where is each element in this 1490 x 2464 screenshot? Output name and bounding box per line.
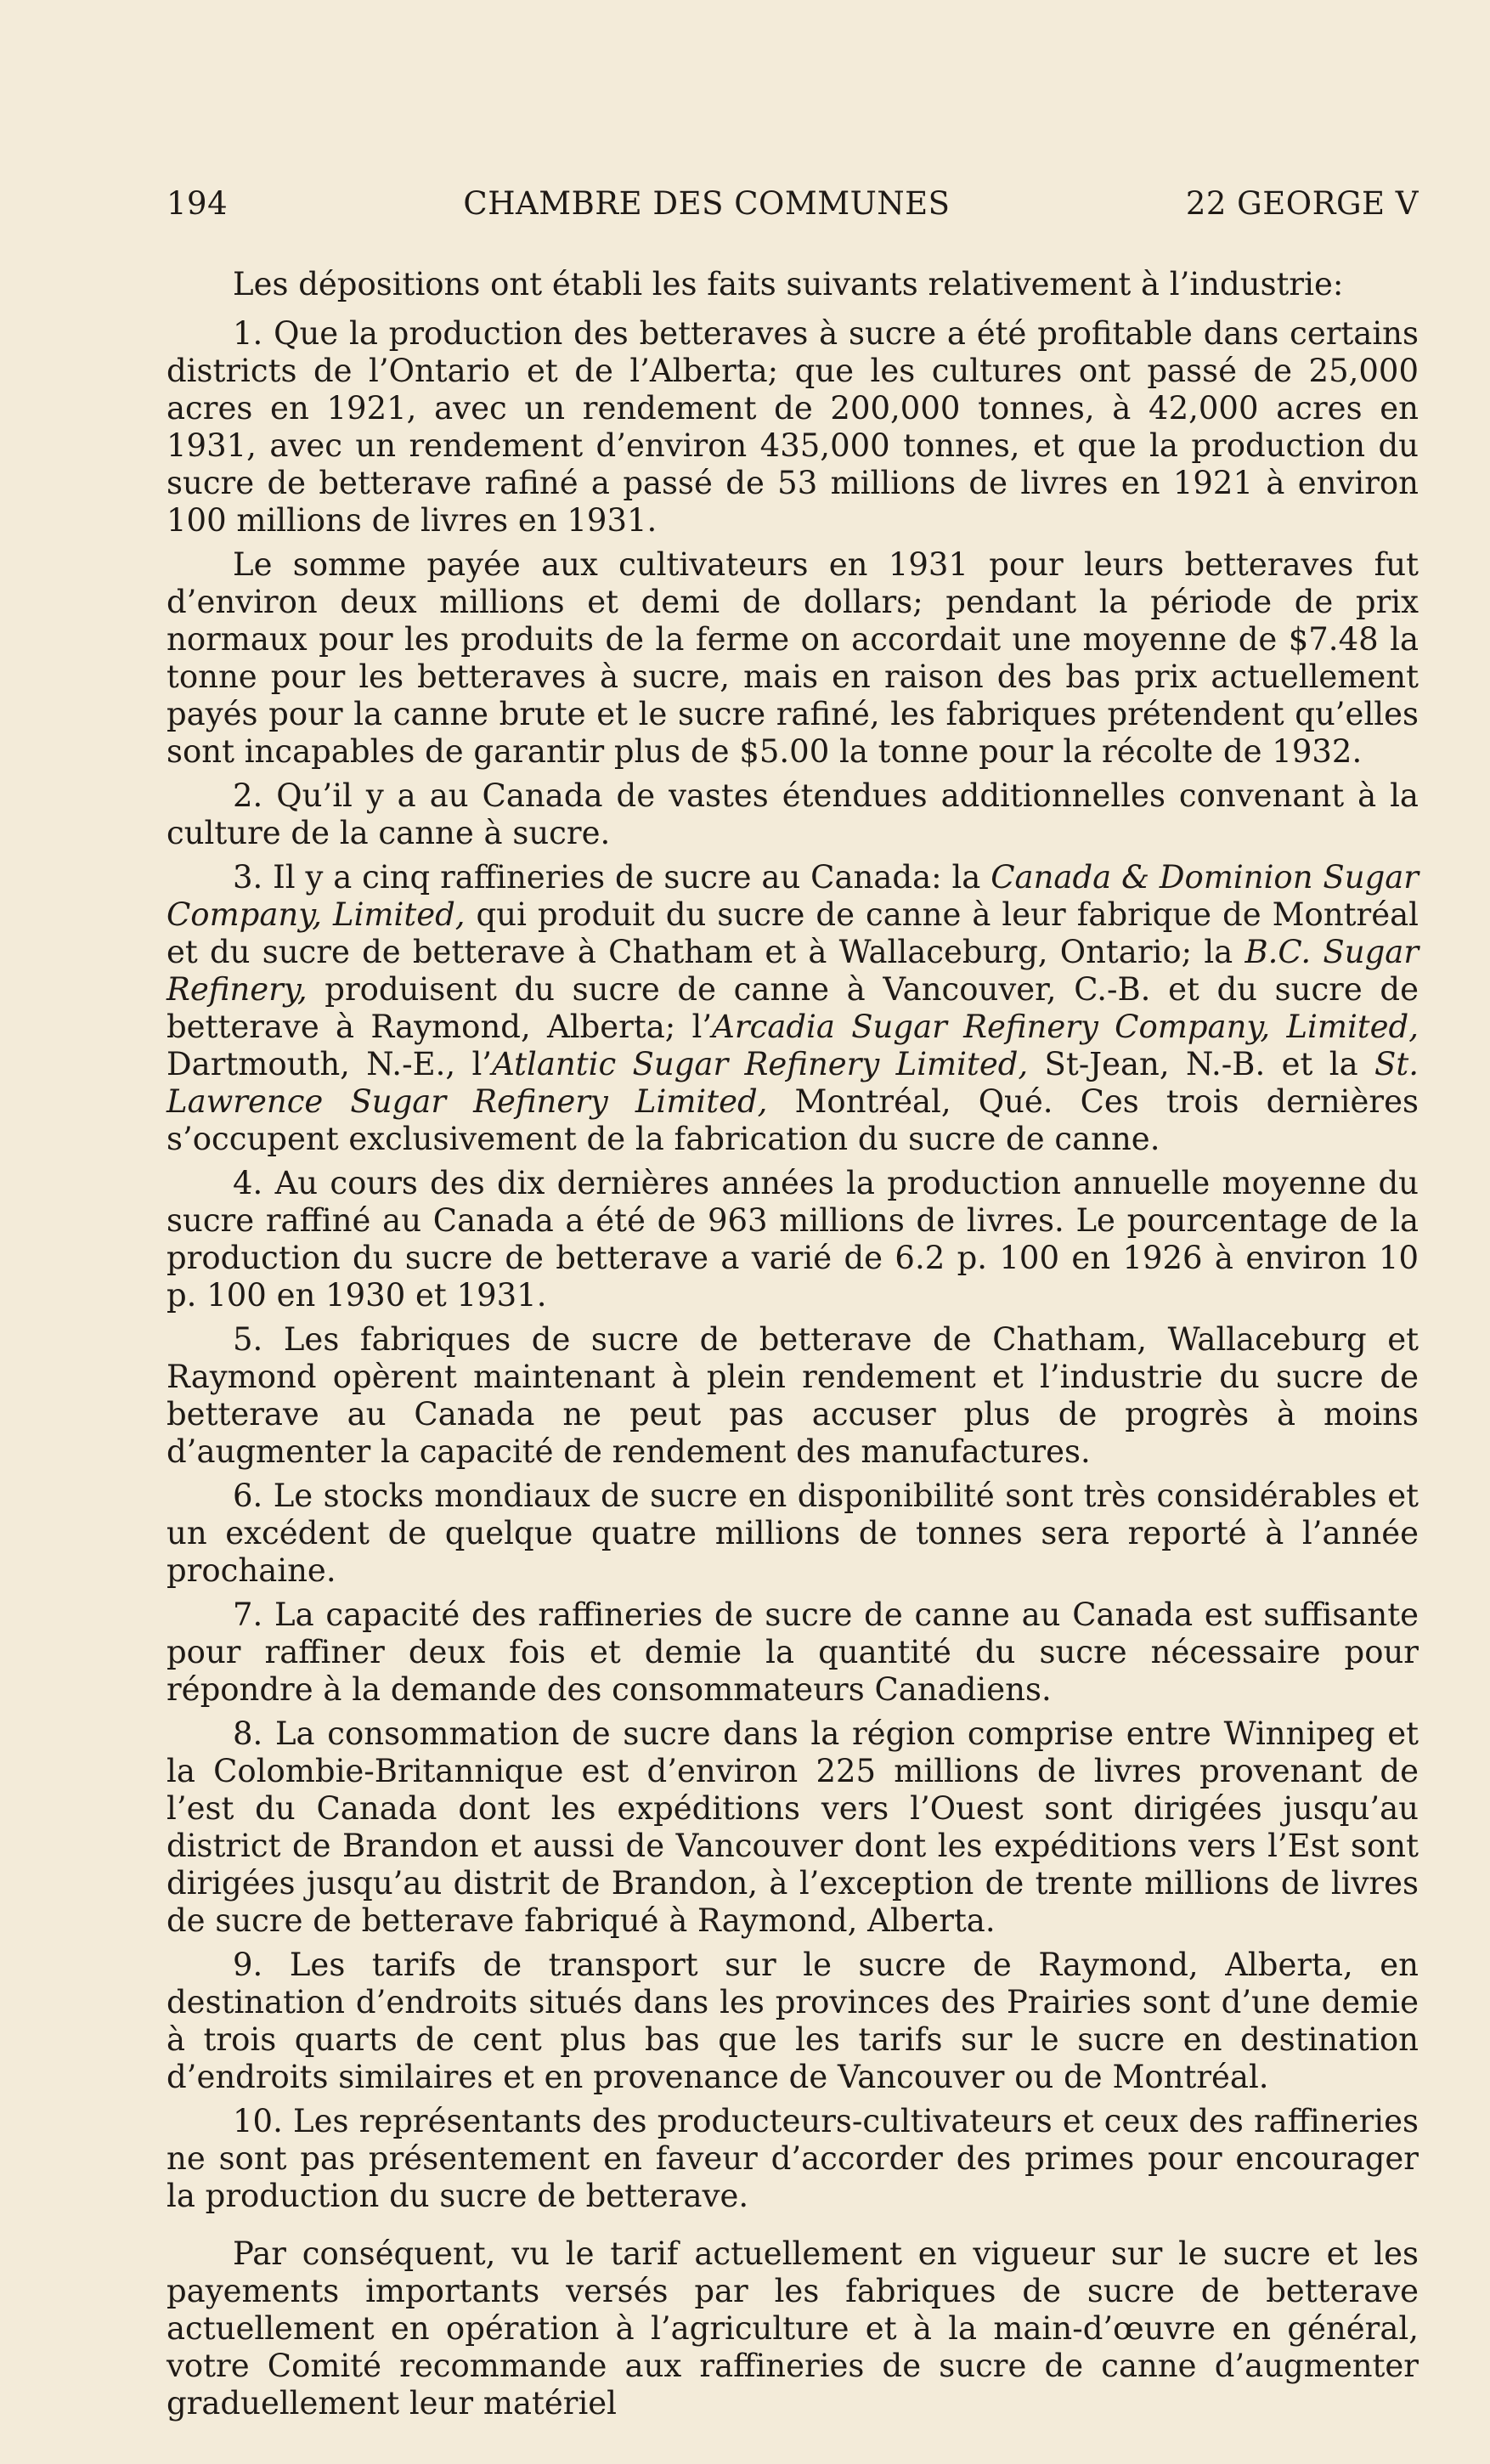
- p3-text-1: 3. Il y a cinq raffineries de sucre au Canada: la: [233, 859, 991, 896]
- intro-paragraph: Les dépositions ont établi les faits suivants relativement à l’industrie:: [233, 266, 1344, 302]
- conclusion-paragraph: Par conséquent, vu le tarif actuellement en vigueur sur le sucre et les payements importants versés par les fabriques de sucre de betterave actuellement en opération à l’agriculture et à la main-d’œuvre en général, votre Comité recommande aux raffineries de sucre de canne d’augmenter graduellement leur matériel: [166, 2235, 1419, 2422]
- p3-company-bc-sugar: B.C. Sugar Refinery,: [166, 934, 1419, 1008]
- p3-company-atlantic: Atlantic Sugar Refinery Limited,: [492, 1046, 1029, 1082]
- p3-text-5: St-Jean, N.-B. et la: [1028, 1046, 1375, 1082]
- paragraph-4: 4. Au cours des dix dernières années la production annuelle moyenne du sucre raffiné au Canada a été de 963 millions de livres. Le pourcentage de la production du sucre de betterave a varié de 6.2 p. 100 en 1926 à environ 10 p. 100 en 1930 et 1931.: [166, 1165, 1419, 1314]
- p3-company-st-lawrence: St. Lawrence Sugar Refinery Limited,: [166, 1046, 1419, 1120]
- paragraph-7: 7. La capacité des raffineries de sucre de canne au Canada est suffisante pour raffiner deux fois et demie la quantité du sucre nécessaire pour répondre à la demande des consommateurs Canadiens.: [166, 1597, 1419, 1708]
- paragraph-9: 9. Les tarifs de transport sur le sucre de Raymond, Alberta, en destination d’endroits situés dans les provinces des Prairies sont d’une demie à trois quarts de cent plus bas que les tarifs sur le sucre en destination d’endroits similaires et en provenance de Vancouver ou de Montréal.: [166, 1947, 1419, 2095]
- p3-text-3: produisent du sucre de canne à Vancouver, C.-B. et du sucre de betterave à Raymond, Alberta; l’: [166, 971, 1419, 1045]
- page-number: 194: [166, 185, 229, 222]
- running-header: [166, 185, 1419, 222]
- p3-text-6: Montréal, Qué. Ces trois dernières s’occupent exclusivement de la fabrication du sucre de canne.: [166, 1083, 1419, 1157]
- paragraph-1-continued: Le somme payée aux cultivateurs en 1931 pour leurs betteraves fut d’environ deux millions et demi de dollars; pendant la période de prix normaux pour les produits de la ferme on accordait une moyenne de $7.48 la tonne pour les betteraves à sucre, mais en raison des bas prix actuellement payés pour la canne brute et le sucre rafiné, les fabriques prétendent qu’elles sont incapables de garantir plus de $5.00 la tonne pour la récolte de 1932.: [166, 546, 1419, 770]
- p3-company-arcadia: Arcadia Sugar Refinery Company, Limited,: [712, 1009, 1419, 1045]
- paragraph-1: 1. Que la production des betteraves à sucre a été profitable dans certains districts de l’Ontario et de l’Alberta; que les cultures ont passé de 25,000 acres en 1921, avec un rendement de 200,000 tonnes, à 42,000 acres en 1931, avec un rendement d’environ 435,000 tonnes, et que la production du sucre de betterave rafiné a passé de 53 millions de livres en 1921 à environ 100 millions de livres en 1931.: [166, 315, 1419, 539]
- header-reign: 22 GEORGE V: [1185, 185, 1419, 222]
- paragraph-2: 2. Qu’il y a au Canada de vastes étendues additionnelles convenant à la culture de la canne à sucre.: [166, 777, 1419, 851]
- header-title: CHAMBRE DES COMMUNES: [463, 185, 951, 222]
- p3-company-canada-dominion: Canada & Dominion Sugar Company, Limited,: [166, 859, 1419, 933]
- paragraph-6: 6. Le stocks mondiaux de sucre en disponibilité sont très considérables et un excédent de quelque quatre millions de tonnes sera reporté à l’année prochaine.: [166, 1478, 1419, 1589]
- paragraph-5: 5. Les fabriques de sucre de betterave de Chatham, Wallaceburg et Raymond opèrent maintenant à plein rendement et l’industrie du sucre de betterave au Canada ne peut pas accuser plus de progrès à moins d’augmenter la capacité de rendement des manufactures.: [166, 1321, 1419, 1470]
- paragraph-3: [166, 859, 1419, 1158]
- p3-text-2: qui produit du sucre de canne à leur fabrique de Montréal et du sucre de betterave à Chatham et à Wallaceburg, Ontario; la: [166, 896, 1419, 970]
- body-text: [166, 266, 1419, 2422]
- p3-text-4: Dartmouth, N.-E., l’: [166, 1046, 493, 1082]
- paragraph-8: 8. La consommation de sucre dans la région comprise entre Winnipeg et la Colombie-Britannique est d’environ 225 millions de livres provenant de l’est du Canada dont les expéditions vers l’Ouest sont dirigées jusqu’au district de Brandon et aussi de Vancouver dont les expéditions vers l’Est sont dirigées jusqu’au distrit de Brandon, à l’exception de trente millions de livres de sucre de betterave fabriqué à Raymond, Alberta.: [166, 1715, 1419, 1939]
- paragraph-10: 10. Les représentants des producteurs-cultivateurs et ceux des raffineries ne sont pas présentement en faveur d’accorder des primes pour encourager la production du sucre de betterave.: [166, 2103, 1419, 2214]
